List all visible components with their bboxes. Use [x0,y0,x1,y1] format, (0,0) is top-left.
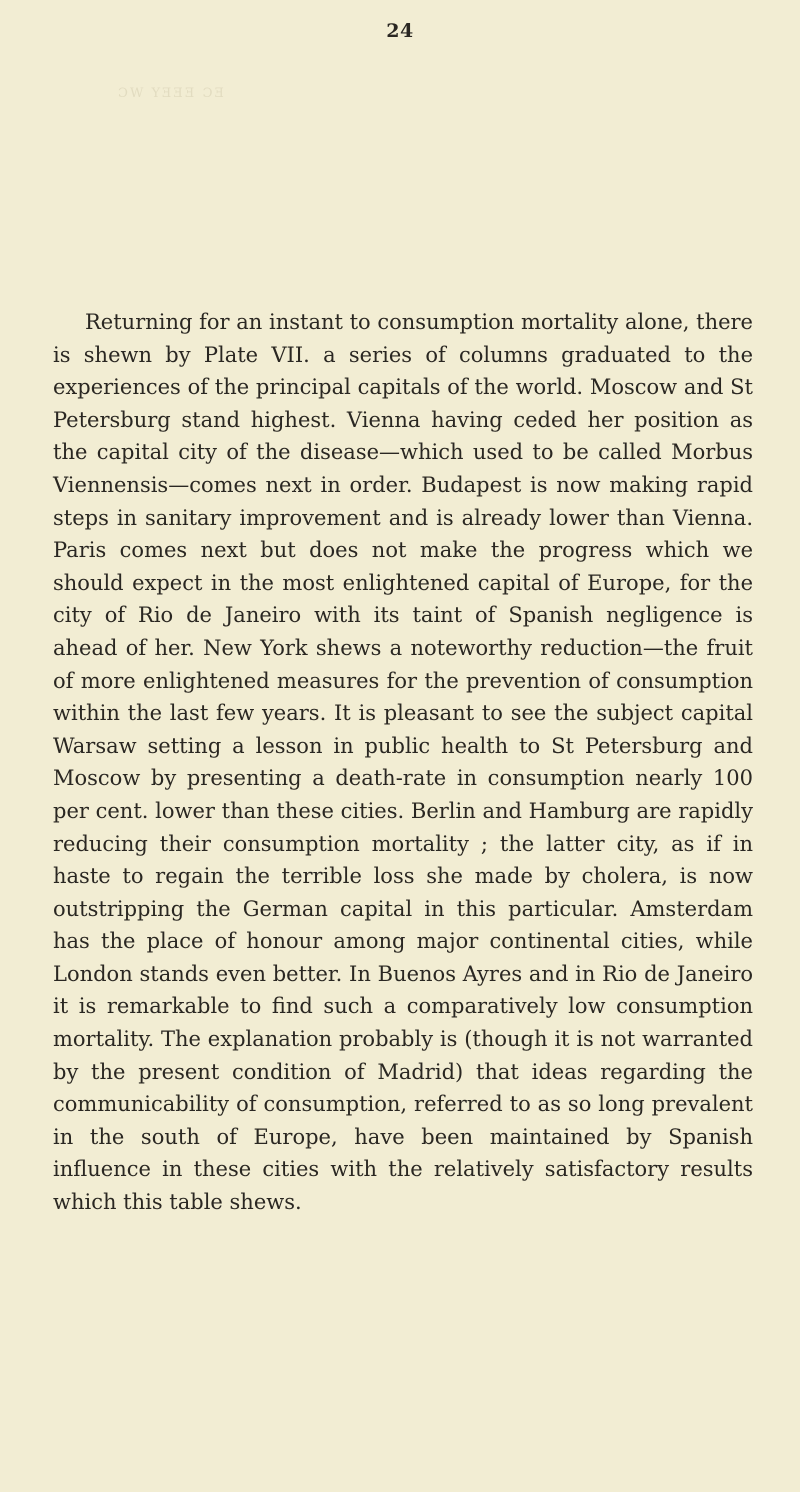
page-number: 24 [386,20,414,42]
body-text [53,306,753,1219]
paragraph: Returning for an instant to consumption mortality alone, there is shewn by Plate VII. a series of columns graduated to the experiences of the principal capitals of the world. Moscow and St Petersburg stand highest. Vienna having ceded her position as the capital city of the disease—which used to be called Morbus Viennensis—comes next in order. Budapest is now making rapid steps in sanitary improvement and is already lower than Vienna. Paris comes next but does not make the progress which we should expect in the most enlightened capital of Europe, for the city of Rio de Janeiro with its taint of Spanish negligence is ahead of her. New York shews a noteworthy reduction—the fruit of more enlightened measures for the prevention of consumption within the last few years. It is pleasant to see the subject capital Warsaw setting a lesson in public health to St Petersburg and Moscow by presenting a death-rate in consumption nearly 100 per cent. lower than these cities. Berlin and Hamburg are rapidly reducing their consumption mortality ; the latter city, as if in haste to regain the terrible loss she made by cholera, is now outstripping the German capital in this particular. Amsterdam has the place of honour among major continental cities, while London stands even better. In Buenos Ayres and in Rio de Janeiro it is remarkable to find such a comparatively low consumption mortality. The explanation probably is (though it is not warranted by the present condition of Madrid) that ideas regarding the communicability of consumption, referred to as so long prevalent in the south of Europe, have been maintained by Spanish influence in these cities with the relatively satisfactory results which this table shews. [53,310,753,1215]
bleed-through-text: ƆW YƎƎƎ ƆƎ [118,86,227,101]
